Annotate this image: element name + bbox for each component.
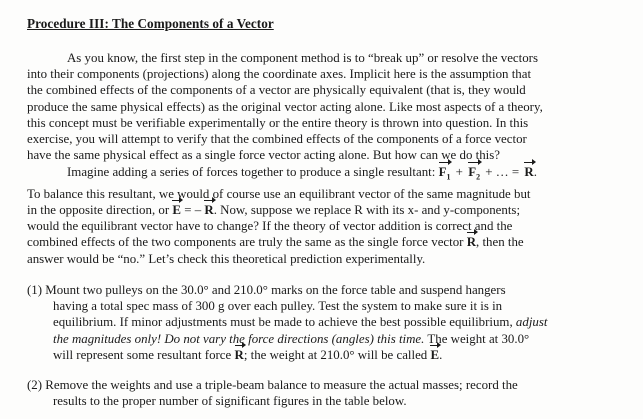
line-text: , then the xyxy=(476,235,524,250)
step-text: Mount two pulleys on the 30.0° and 210.0° marks on the force table and suspend hangers xyxy=(45,283,506,297)
vector-e: E xyxy=(172,202,181,217)
step-number: (1) xyxy=(27,283,43,297)
vector-r: R xyxy=(466,235,477,250)
paragraph-line: would the equilibrant vector have to change? If the theory of vector addition is correct and the xyxy=(27,219,513,234)
step-1 xyxy=(27,282,627,363)
sum-tail: + … = xyxy=(485,165,520,179)
period: . xyxy=(533,165,537,179)
step-line xyxy=(27,331,627,347)
line-text: Imagine adding a series of forces together to produce a single resultant: xyxy=(67,165,436,179)
step-italic: the magnitudes only! Do not vary the force directions (angles) this time. xyxy=(53,331,425,346)
vector-r: R xyxy=(204,202,214,217)
vector-r: R xyxy=(234,347,244,362)
step-2 xyxy=(27,377,627,409)
step-text: The weight at 30.0° xyxy=(427,331,530,346)
line-text: combined effects of the two components are truly the same as the single force vector xyxy=(27,235,464,250)
paragraph-line: have the same physical effect as a single force vector acting alone. But how can we do this? xyxy=(27,148,500,163)
period: . xyxy=(439,347,443,362)
paragraph-line: into their components (projections) along the coordinate axes. Implicit here is the assumption that xyxy=(27,67,532,82)
paragraph-line: the combined effects of the components of a vector are physically equivalent (that is, they would xyxy=(27,83,526,98)
line-text: in the opposite direction, or xyxy=(27,202,170,217)
paragraph-line: answer would be “no.” Let’s check this theoretical prediction experimentally. xyxy=(27,251,426,266)
paragraph-line: produce the same physical effects) as the original vector acting alone. Like most aspects of a theory, xyxy=(27,99,543,114)
step-line xyxy=(27,314,627,330)
paragraph-line: exercise, you will attempt to verify that the combined effects of the components of a force vector xyxy=(27,132,527,147)
step-text: equilibrium. If minor adjustments must be made to achieve the best possible equilibrium, xyxy=(53,315,513,330)
step-text: Remove the weights and use a triple-beam balance to measure the actual masses; record the xyxy=(45,378,518,392)
paragraph-line: As you know, the first step in the component method is to “break up” or resolve the vectors xyxy=(67,51,538,65)
section-heading: Procedure III: The Components of a Vector xyxy=(27,16,274,31)
paragraph-line xyxy=(27,202,623,218)
step-line: results to the proper number of significant figures in the table below. xyxy=(53,394,407,409)
paragraph-line xyxy=(27,234,623,250)
line-text: . Now, suppose we replace R with its x- and y-components; xyxy=(213,202,521,217)
paragraph-line: this concept must be verifiable experimentally or the entire theory is thrown into question. In this xyxy=(27,115,529,130)
vector-f1: $F_1$ xyxy=(439,164,451,186)
vector-e: E xyxy=(430,347,440,362)
resultant-paragraph xyxy=(27,164,623,267)
step-number: (2) xyxy=(27,378,43,392)
vector-f2: $F_2$ xyxy=(468,164,480,186)
vector-r: R xyxy=(524,165,534,179)
step-line xyxy=(27,282,627,298)
intro-paragraph xyxy=(27,50,623,163)
step-italic: adjust xyxy=(515,315,548,330)
plus-sign: + xyxy=(455,165,463,179)
step-text: ; the weight at 210.0° will be called xyxy=(243,347,428,362)
paragraph-line: To balance this resultant, we would of course use an equilibrant vector of the same magnitude but xyxy=(27,186,531,201)
equals-minus: = – xyxy=(184,202,202,217)
paragraph-line xyxy=(27,164,623,186)
step-text: will represent some resultant force xyxy=(53,347,232,362)
step-line: having a total spec mass of 300 g over each pulley. Test the system to make sure it is in xyxy=(53,299,503,314)
step-line xyxy=(27,377,627,393)
step-line xyxy=(27,347,627,363)
